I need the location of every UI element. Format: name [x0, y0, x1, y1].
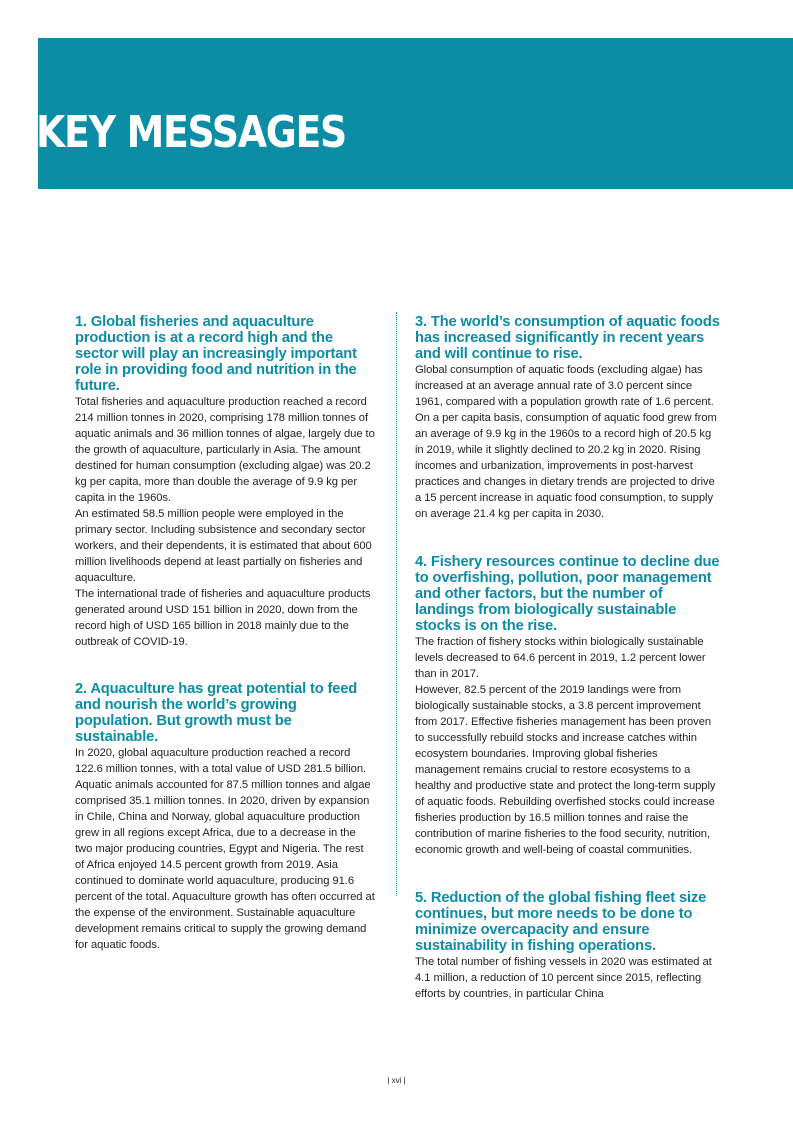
key-message-4 [415, 554, 720, 858]
column-divider [396, 312, 397, 896]
key-message-2 [75, 681, 375, 953]
key-message-2-heading: 2. Aquaculture has great potential to feed and nourish the world’s growing population. But growth must be sustainable. [75, 681, 358, 745]
key-message-1-heading: 1. Global fisheries and aquaculture production is at a record high and the sector will play an increasingly important role in providing food and nutrition in the future. [75, 314, 357, 394]
key-message-3-heading: 3. The world’s consumption of aquatic foods has increased significantly in recent years and will continue to rise. [415, 314, 720, 362]
key-message-1-paragraph-2: An estimated 58.5 million people were employed in the primary sector. Including subsistence and secondary sector workers, and their dependents, it is estimated that about 600 million livelihoods depend at least partially on fisheries and aquaculture. [75, 508, 372, 584]
left-column [75, 314, 375, 953]
key-message-1-paragraph-3: The international trade of fisheries and aquaculture products generated around USD 151 billion in 2020, down from the record high of USD 165 billion in 2018 mainly due to the outbreak of COVID-19. [75, 588, 371, 648]
key-message-1-paragraph-1: Total fisheries and aquaculture production reached a record 214 million tonnes in 2020, comprising 178 million tonnes of aquatic animals and 36 million tonnes of algae, largely due to the growth of aquaculture, particularly in Asia. The amount destined for human consumption (excluding algae) was 20.2 kg per capita, more than double the average of 9.9 kg per capita in the 1960s. [75, 396, 375, 504]
key-message-4-paragraph-2: However, 82.5 percent of the 2019 landings were from biologically sustainable stocks, a 3.8 percent improvement from 2017. Effective fisheries management has been proven to successfully rebuild stocks and increase catches within ecosystem boundaries. Improving global fisheries management remains crucial to restore ecosystems to a healthy and productive state and protect the long-term supply of aquatic foods. Rebuilding overfished stocks could increase fisheries production by 16.5 million tonnes and raise the contribution of marine fisheries to the food security, nutrition, economic growth and well-being of coastal communities. [415, 684, 716, 856]
key-message-4-paragraph-1: The fraction of fishery stocks within biologically sustainable levels decreased to 64.6 percent in 2019, 1.2 percent lower than in 2017. [415, 636, 706, 680]
page-number: | xvi | [387, 1076, 406, 1085]
right-column [415, 314, 720, 1002]
key-message-1 [75, 314, 375, 650]
key-message-3-paragraph-1: Global consumption of aquatic foods (excluding algae) has increased at an average annual rate of 3.0 percent since 1961, compared with a population growth rate of 1.6 percent. On a per capita basis, consumption of aquatic food grew from an average of 9.9 kg in the 1960s to a record high of 20.5 kg in 2019, while it slightly declined to 20.2 kg in 2020. Rising incomes and urbanization, improvements in post-harvest practices and changes in dietary trends are projected to drive a 15 percent increase in aquatic food consumption, to supply on average 21.4 kg per capita in 2030. [415, 364, 717, 520]
key-message-3 [415, 314, 720, 522]
key-message-5-paragraph-1: The total number of fishing vessels in 2020 was estimated at 4.1 million, a reduction of 10 percent since 2015, reflecting efforts by countries, in particular China [415, 956, 712, 1000]
key-message-5 [415, 890, 720, 1002]
key-message-2-paragraph-1: In 2020, global aquaculture production reached a record 122.6 million tonnes, with a total value of USD 281.5 billion. Aquatic animals accounted for 87.5 million tonnes and algae comprised 35.1 million tonnes. In 2020, driven by expansion in Chile, China and Norway, global aquaculture production grew in all regions except Africa, due to a decrease in the two major producing countries, Egypt and Nigeria. The rest of Africa enjoyed 14.5 percent growth from 2019. Asia continued to dominate world aquaculture, producing 91.6 percent of the total. Aquaculture growth has often occurred at the expense of the environment. Sustainable aquaculture development remains critical to supply the growing demand for aquatic foods. [75, 747, 375, 951]
key-message-5-heading: 5. Reduction of the global fishing fleet size continues, but more needs to be done to minimize overcapacity and ensure sustainability in fishing operations. [415, 890, 707, 954]
page-title: KEY MESSAGES [36, 107, 347, 158]
key-message-4-heading: 4. Fishery resources continue to decline due to overfishing, pollution, poor management and other factors, but the number of landings from biologically sustainable stocks is on the rise. [415, 554, 720, 634]
